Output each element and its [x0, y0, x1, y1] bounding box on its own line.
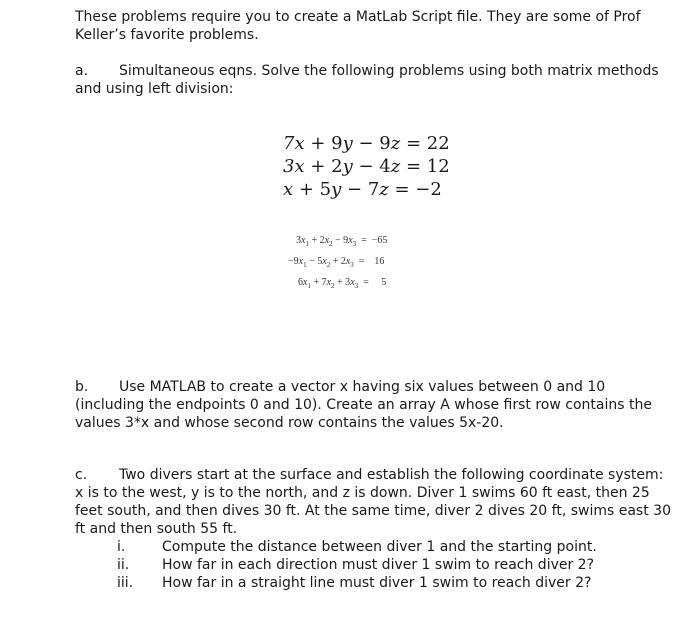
equation-3: x + 5y − 7z = −2: [283, 179, 442, 200]
part-c-paragraph: [75, 466, 675, 538]
part-b-text: Use MATLAB to create a vector x having six values between 0 and 10 (including the endpoints 0 and 10). Create an array A whose first row contains the values 3*x and whose second row contains the values 5x-20.: [75, 379, 652, 431]
part-c-text: Two divers start at the surface and establish the following coordinate system: x is to the west, y is to the north, and z is down. Diver 1 swims 60 ft east, then 25 feet south, and then dives 30 ft. At the same time, diver 2 dives 20 ft, swims east 30 ft and then south 55 ft.: [75, 467, 671, 537]
equation-1: 7x + 9y − 9z = 22: [283, 133, 450, 154]
part-c-subitem-3: iii. How far in a straight line must diver 1 swim to reach diver 2?: [117, 575, 592, 591]
intro-paragraph: These problems require you to create a MatLab Script file. They are some of Prof Keller’s favorite problems.: [75, 9, 641, 43]
part-b-paragraph: [75, 378, 675, 432]
part-c-subitem-1: i. Compute the distance between diver 1 and the starting point.: [117, 539, 597, 555]
part-c-subitem-2: ii. How far in each direction must diver 1 swim to reach diver 2?: [117, 557, 595, 573]
small-equation-3: $6x_1 + 7x_2 + 3x_3$ = 5: [298, 277, 387, 290]
part-a-paragraph: [75, 62, 675, 98]
small-equation-1: $3x_1 + 2x_2 - 9x_3 = -65$: [296, 235, 388, 248]
part-a-text: Simultaneous eqns. Solve the following problems using both matrix methods and using left division:: [75, 63, 659, 97]
small-equation-2: $-9x_1 - 5x_2 + 2x_3$ = 16: [288, 256, 385, 269]
part-c-label: c.: [75, 467, 88, 483]
part-a-label: a.: [75, 63, 89, 79]
part-b-label: b.: [75, 379, 89, 395]
equation-2: 3x + 2y − 4z = 12: [283, 156, 450, 177]
